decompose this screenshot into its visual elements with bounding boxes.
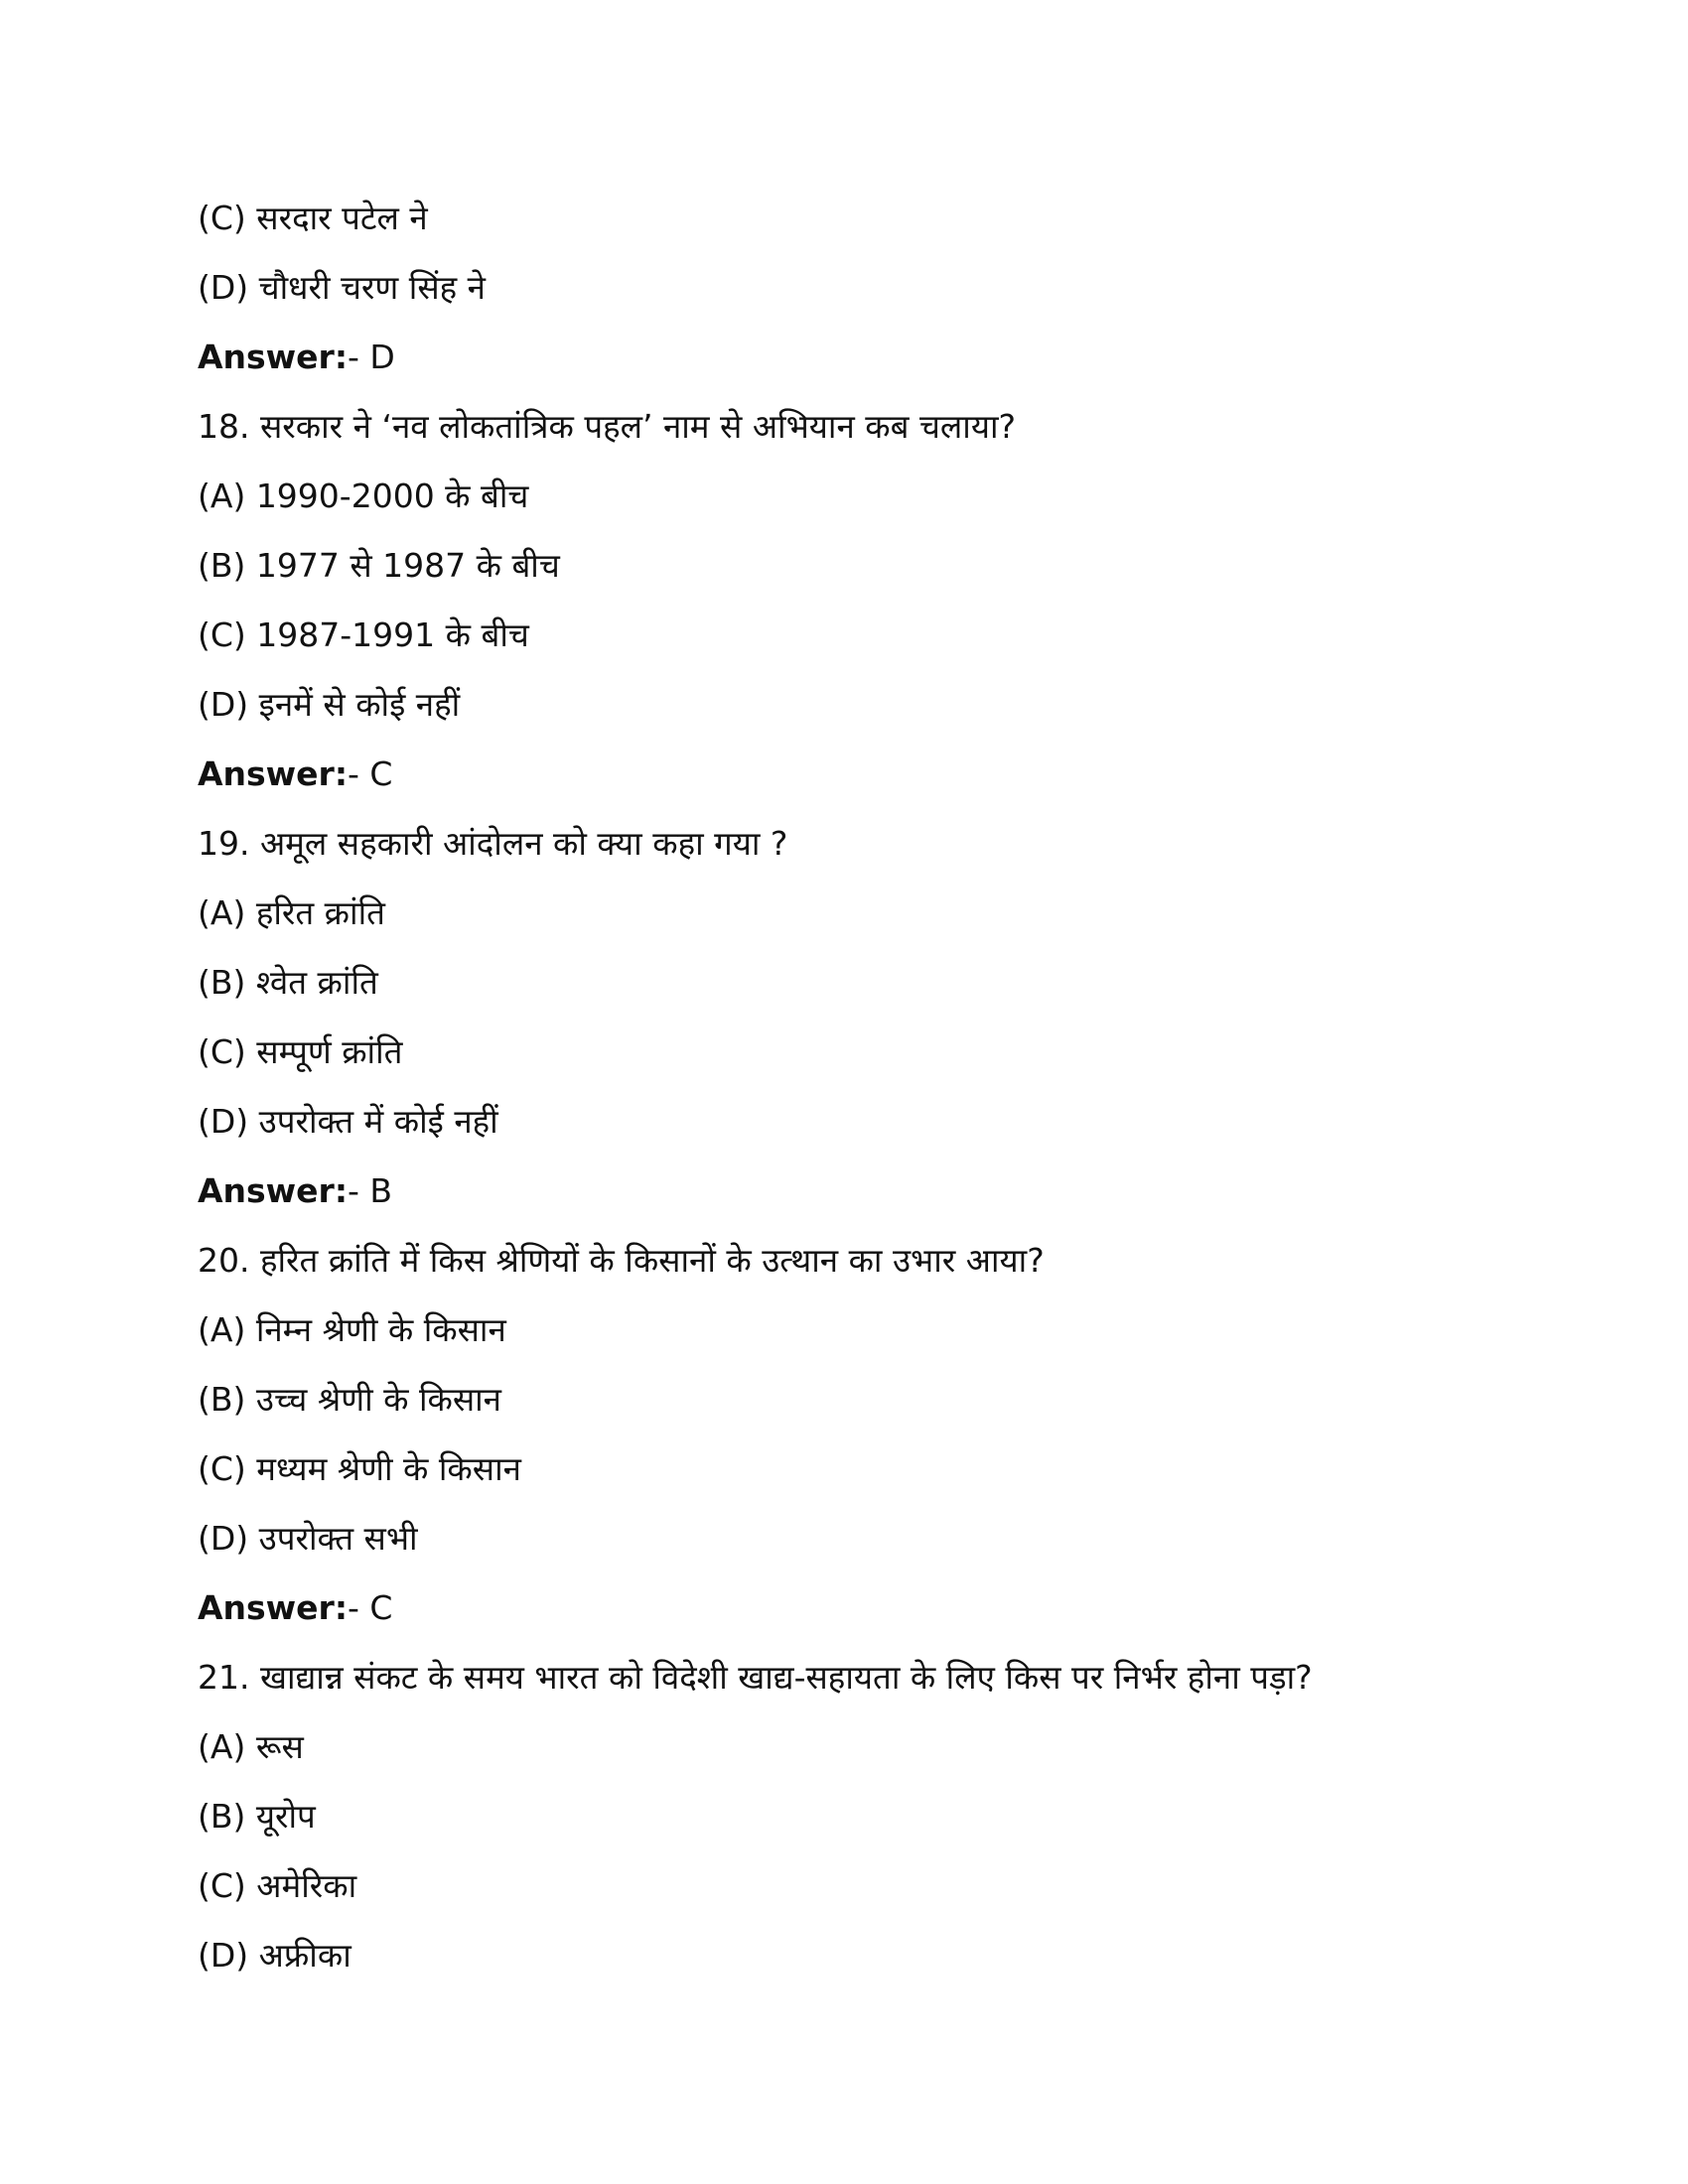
option-line: (D) चौधरी चरण सिंह ने [198, 268, 486, 307]
option-line: (C) अमेरिका [198, 1866, 357, 1905]
option-line: (A) हरित क्रांति [198, 893, 385, 932]
answer-label: Answer: [198, 754, 349, 793]
answer-value: - D [348, 338, 395, 376]
option-line: (C) मध्यम श्रेणी के किसान [198, 1449, 521, 1488]
option-line: (C) सम्पूर्ण क्रांति [198, 1032, 403, 1071]
option-line: (D) उपरोक्त में कोई नहीं [198, 1102, 498, 1141]
answer-label: Answer: [198, 1171, 349, 1210]
question-text: 18. सरकार ने ‘नव लोकतांत्रिक पहल’ नाम से अभियान कब चलाया? [198, 407, 1017, 446]
option-line: (A) रूस [198, 1727, 304, 1766]
document-page [198, 192, 1528, 1998]
question-text: 21. खाद्यान्न संकट के समय भारत को विदेशी खाद्य-सहायता के लिए किस पर निर्भर होना पड़ा? [198, 1658, 1313, 1697]
option-line: (A) निम्न श्रेणी के किसान [198, 1310, 506, 1349]
answer-line [198, 748, 1528, 817]
answer-line [198, 1164, 1528, 1234]
answer-value: - C [348, 754, 393, 793]
option-line: (B) उच्च श्रेणी के किसान [198, 1380, 502, 1419]
option-line: (A) 1990-2000 के बीच [198, 477, 529, 515]
option-line: (C) सरदार पटेल ने [198, 199, 428, 237]
option-line: (C) 1987-1991 के बीच [198, 615, 529, 654]
answer-label: Answer: [198, 338, 349, 376]
option-line: (B) 1977 से 1987 के बीच [198, 546, 560, 585]
option-line: (D) इनमें से कोई नहीं [198, 685, 461, 724]
answer-line [198, 1581, 1528, 1651]
answer-value: - C [348, 1588, 393, 1627]
option-line: (D) अफ्रीका [198, 1936, 352, 1975]
question-text: 19. अमूल सहकारी आंदोलन को क्या कहा गया ? [198, 824, 788, 863]
question-text: 20. हरित क्रांति में किस श्रेणियों के किसानों के उत्थान का उभार आया? [198, 1241, 1045, 1280]
answer-line [198, 331, 1528, 400]
answer-label: Answer: [198, 1588, 349, 1627]
option-line: (B) यूरोप [198, 1797, 316, 1836]
option-line: (B) श्वेत क्रांति [198, 963, 378, 1002]
answer-value: - B [348, 1171, 393, 1210]
option-line: (D) उपरोक्त सभी [198, 1519, 418, 1558]
